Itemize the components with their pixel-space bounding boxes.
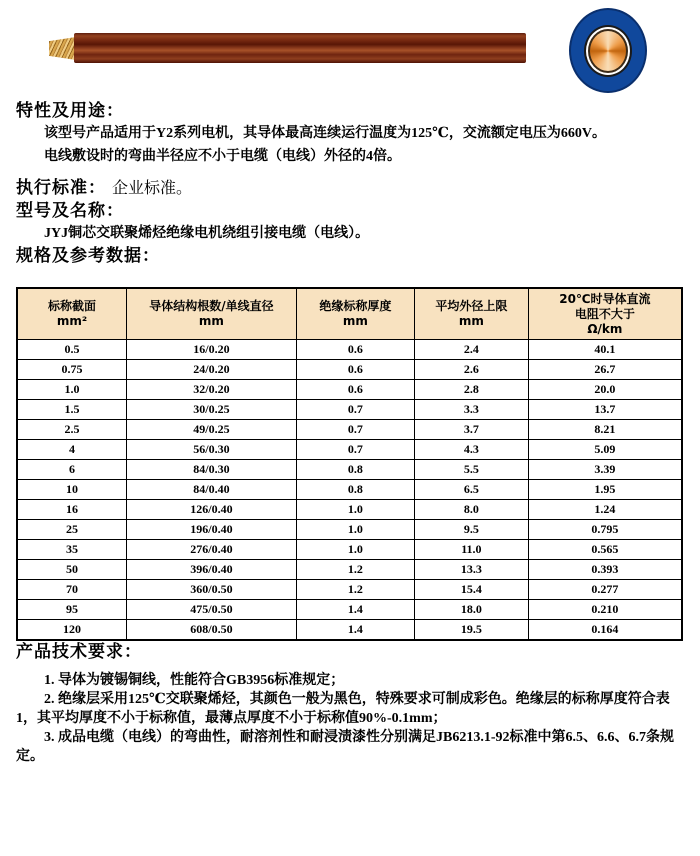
cable-jacket [74,33,526,63]
standard-value: 企业标准。 [112,180,193,197]
spec-table-header-row [17,288,682,340]
table-cell: 20.0 [528,380,682,400]
table-row [17,540,682,560]
column-header: 导体结构根数/单线直径 mm [127,288,297,340]
table-cell: 0.7 [296,440,414,460]
table-cell: 2.8 [415,380,529,400]
requirement-item-1: 1. 导体为镀锡铜线，性能符合GB3956标准规定； [44,673,345,688]
table-cell: 35 [17,540,127,560]
table-cell: 13.3 [415,560,529,580]
table-cell: 11.0 [415,540,529,560]
table-cell: 84/0.30 [127,460,297,480]
table-cell: 15.4 [415,580,529,600]
table-cell: 16/0.20 [127,340,297,360]
table-cell: 0.6 [296,340,414,360]
table-cell: 30/0.25 [127,400,297,420]
table-cell: 49/0.25 [127,420,297,440]
table-cell: 0.164 [528,620,682,641]
table-cell: 475/0.50 [127,600,297,620]
table-row [17,520,682,540]
table-cell: 25 [17,520,127,540]
table-cell: 120 [17,620,127,641]
table-cell: 4 [17,440,127,460]
table-cell: 56/0.30 [127,440,297,460]
cross-section-copper-core [588,29,628,73]
table-cell: 2.4 [415,340,529,360]
table-cell: 0.277 [528,580,682,600]
table-cell: 4.3 [415,440,529,460]
table-row [17,340,682,360]
table-cell: 5.5 [415,460,529,480]
table-cell: 8.21 [528,420,682,440]
table-cell: 2.6 [415,360,529,380]
table-cell: 1.24 [528,500,682,520]
column-header: 平均外径上限 mm [415,288,529,340]
table-cell: 18.0 [415,600,529,620]
standard-row [16,177,683,200]
table-cell: 9.5 [415,520,529,540]
features-line-2: 电线敷设时的弯曲半径应不小于电缆（电线）外径的4倍。 [44,149,401,164]
table-row [17,480,682,500]
table-cell: 196/0.40 [127,520,297,540]
table-row [17,500,682,520]
table-row [17,360,682,380]
table-row [17,380,682,400]
table-cell: 0.6 [296,360,414,380]
table-cell: 24/0.20 [127,360,297,380]
table-cell: 0.5 [17,340,127,360]
requirement-item-2: 2. 绝缘层采用125℃交联聚烯烃，其颜色一般为黑色，特殊要求可制成彩色。绝缘层的标称厚度符合表1，其平均厚度不小于标称值，最薄点厚度不小于标称值90%-0.1mm； [16,692,670,726]
table-cell: 3.7 [415,420,529,440]
table-cell: 1.95 [528,480,682,500]
requirements-list [16,671,683,766]
table-cell: 8.0 [415,500,529,520]
spec-table [16,287,683,641]
table-cell: 40.1 [528,340,682,360]
table-cell: 1.4 [296,600,414,620]
table-cell: 1.2 [296,560,414,580]
table-cell: 32/0.20 [127,380,297,400]
table-cell: 1.0 [296,520,414,540]
table-row [17,440,682,460]
product-image [16,8,683,100]
model-name-line: JYJ铜芯交联聚烯烃绝缘电机绕组引接电缆（电线）。 [44,226,370,241]
cable-cross-section [569,8,647,93]
table-cell: 1.4 [296,620,414,641]
cross-section-insulation-ring [584,25,632,77]
table-row [17,600,682,620]
table-cell: 19.5 [415,620,529,641]
table-row [17,560,682,580]
table-cell: 0.8 [296,460,414,480]
table-cell: 26.7 [528,360,682,380]
table-row [17,400,682,420]
table-cell: 70 [17,580,127,600]
table-cell: 84/0.40 [127,480,297,500]
table-cell: 608/0.50 [127,620,297,641]
section-title-requirements: 产品技术要求： [16,642,142,662]
table-cell: 2.5 [17,420,127,440]
copper-strand-tip [49,37,76,60]
column-header: 绝缘标称厚度 mm [296,288,414,340]
table-cell: 6.5 [415,480,529,500]
table-row [17,420,682,440]
table-cell: 0.393 [528,560,682,580]
table-cell: 3.39 [528,460,682,480]
table-cell: 0.6 [296,380,414,400]
table-cell: 10 [17,480,127,500]
section-title-standard: 执行标准： [16,178,106,198]
table-cell: 0.7 [296,420,414,440]
table-cell: 0.8 [296,480,414,500]
requirement-item-3: 3. 成品电缆（电线）的弯曲性，耐溶剂性和耐浸渍漆性分别满足JB6213.1-92标准中第6.5、6.6、6.7条规定。 [16,730,674,764]
table-cell: 3.3 [415,400,529,420]
table-cell: 16 [17,500,127,520]
spec-table-body [17,340,682,641]
table-cell: 6 [17,460,127,480]
table-cell: 0.75 [17,360,127,380]
table-cell: 126/0.40 [127,500,297,520]
table-cell: 1.0 [17,380,127,400]
table-cell: 1.0 [296,540,414,560]
table-cell: 1.5 [17,400,127,420]
table-cell: 396/0.40 [127,560,297,580]
table-cell: 13.7 [528,400,682,420]
table-cell: 1.2 [296,580,414,600]
table-cell: 276/0.40 [127,540,297,560]
section-title-model: 型号及名称： [16,201,124,221]
table-cell: 0.795 [528,520,682,540]
table-cell: 5.09 [528,440,682,460]
table-row [17,620,682,641]
table-cell: 360/0.50 [127,580,297,600]
section-title-features: 特性及用途： [16,101,124,121]
table-cell: 0.210 [528,600,682,620]
section-title-spec: 规格及参考数据： [16,246,160,266]
table-cell: 95 [17,600,127,620]
table-row [17,460,682,480]
table-cell: 50 [17,560,127,580]
features-line-1: 该型号产品适用于Y2系列电机，其导体最高连续运行温度为125℃，交流额定电压为660V。 [44,126,606,141]
table-cell: 0.565 [528,540,682,560]
table-cell: 1.0 [296,500,414,520]
column-header: 20℃时导体直流 电阻不大于 Ω/km [528,288,682,340]
table-cell: 0.7 [296,400,414,420]
column-header: 标称截面 mm² [17,288,127,340]
table-row [17,580,682,600]
